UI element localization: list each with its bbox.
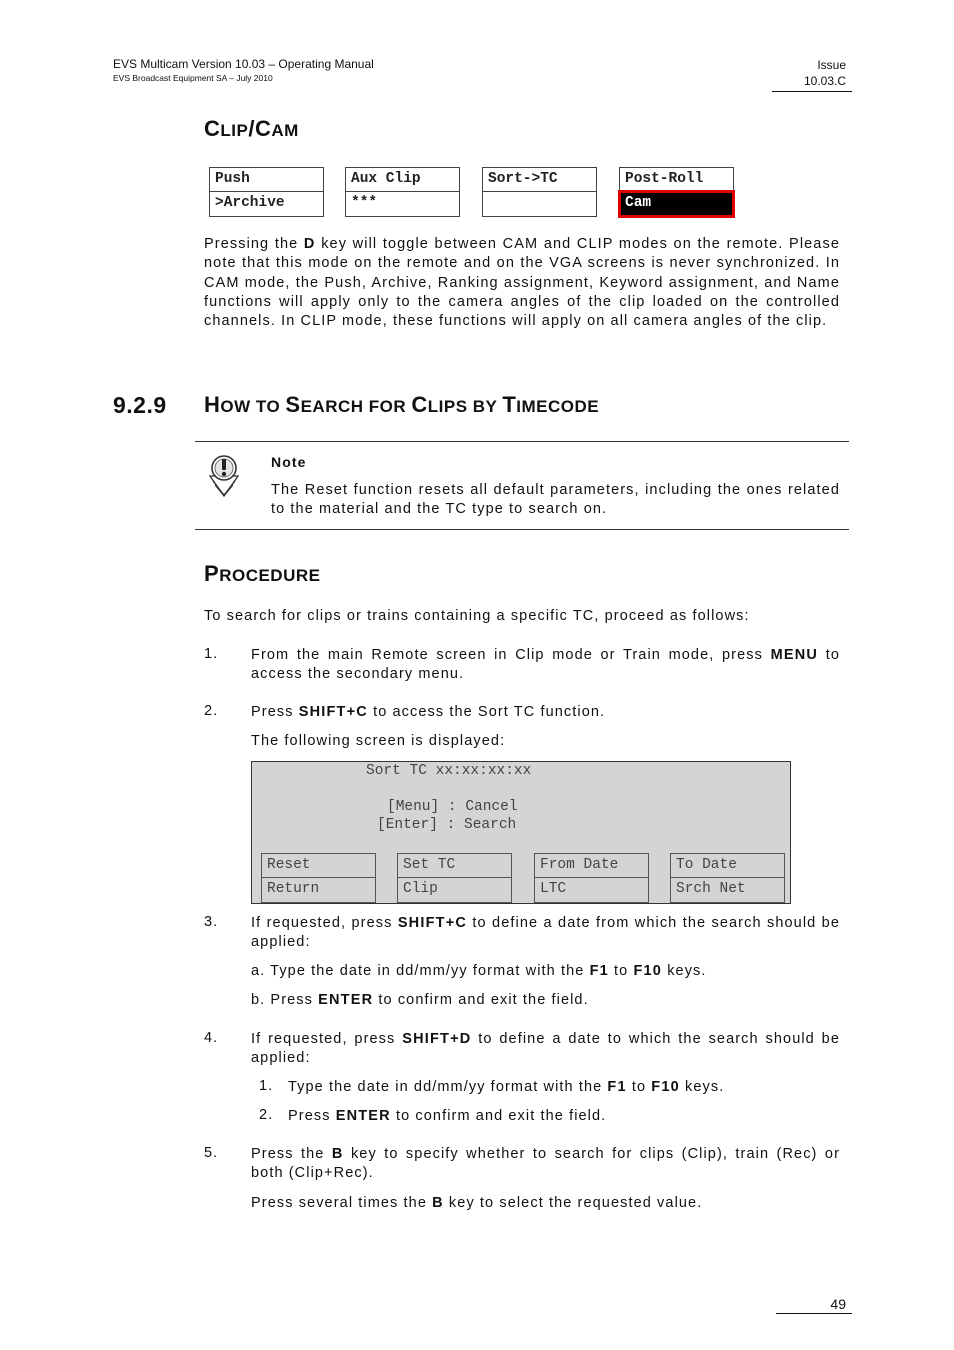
page-header-left — [113, 57, 374, 83]
softkey-cam-highlighted: Cam — [620, 192, 733, 216]
procedure-intro: To search for clips or trains containing a specific TC, proceed as follows: — [204, 608, 750, 624]
step-2-text: Press SHIFT+C to access the Sort TC function. — [251, 704, 606, 720]
softkey-sorttc — [482, 167, 597, 217]
step-4-sub-1-text: Type the date in dd/mm/yy format with the F1 to F10 keys. — [288, 1079, 725, 1095]
softkey-label: Post-Roll — [620, 168, 733, 192]
softkey-label: Srch Net — [676, 881, 746, 897]
softkey-label: Aux Clip — [346, 168, 459, 192]
step-1-text: From the main Remote screen in Clip mode or Train mode, press MENU to access the secondary menu. — [251, 647, 841, 683]
document-subtitle: EVS Broadcast Equipment SA – July 2010 — [113, 73, 273, 83]
softkey-label: Reset — [262, 854, 375, 878]
step-3-text: If requested, press SHIFT+C to define a date from which the search should be applied: — [251, 915, 840, 951]
softkey-label: Clip — [403, 881, 438, 897]
step-1-number: 1. — [204, 646, 219, 662]
warning-note-icon — [206, 452, 242, 500]
softkey-push-archive — [209, 167, 324, 217]
step-5-followup: Press several times the B key to select the requested value. — [251, 1195, 703, 1211]
softkey-label: Set TC — [398, 854, 511, 878]
screen-line-enter-search: [Enter] : Search — [377, 817, 517, 833]
step-4-text: If requested, press SHIFT+D to define a date to which the search should be applied: — [251, 1031, 840, 1067]
softkey-label: *** — [351, 195, 378, 211]
note-rule-top — [195, 441, 849, 442]
step-4-sub-2-number: 2. — [259, 1107, 274, 1123]
footer-rule — [776, 1313, 852, 1314]
note-label: Note — [271, 454, 307, 470]
procedure-heading: PROCEDURE — [204, 561, 321, 586]
softkey-label: To Date — [671, 854, 784, 878]
page-header-right — [804, 57, 846, 89]
document-title: EVS Multicam Version 10.03 – Operating Manual — [113, 57, 374, 71]
screen-softkey-fromdate-ltc — [534, 853, 649, 903]
issue-number: 10.03.C — [803, 74, 846, 88]
softkey-label: Sort->TC — [483, 168, 596, 192]
clipcam-heading: CLIP/CAM — [204, 116, 299, 141]
step-3-sub-a: a. Type the date in dd/mm/yy format with the F1 to F10 keys. — [251, 963, 707, 979]
step-4-sub-1-number: 1. — [259, 1078, 274, 1094]
section-title: HOW TO SEARCH FOR CLIPS BY TIMECODE — [204, 392, 600, 417]
softkey-label — [483, 192, 596, 216]
step-2-number: 2. — [204, 703, 219, 719]
screen-softkey-todate-srchnet — [670, 853, 785, 903]
step-4-number: 4. — [204, 1030, 219, 1046]
step-3-sub-b: b. Press ENTER to confirm and exit the field. — [251, 992, 589, 1008]
note-rule-bottom — [195, 529, 849, 530]
screen-softkey-reset-return — [261, 853, 376, 903]
step-4-sub-2-text: Press ENTER to confirm and exit the field. — [288, 1108, 607, 1124]
note-text: The Reset function resets all default parameters, including the ones related to the material and the TC type to search on. — [271, 482, 840, 518]
screen-line-sort-tc: Sort TC xx:xx:xx:xx — [366, 763, 532, 779]
clipcam-paragraph: Pressing the D key will toggle between CAM and CLIP modes on the remote. Please note that this mode on the remote and on the VGA screens is never synchronized. In CAM mode, the Push, Archive, Ranking assignment, Keyword assignment, and Name functions will apply only to the camera angles of the clip loaded on the controlled channels. In CLIP mode, these functions will apply on all camera angles of the clip. — [204, 236, 840, 330]
softkey-auxclip — [345, 167, 460, 217]
step-3-number: 3. — [204, 914, 219, 930]
issue-label: Issue — [817, 58, 846, 72]
softkey-label: Push — [210, 168, 323, 192]
softkey-label: Return — [267, 881, 320, 897]
page-number: 49 — [830, 1296, 846, 1312]
screen-softkey-settc-clip — [397, 853, 512, 903]
softkey-label: LTC — [540, 881, 567, 897]
step-5-text: Press the B key to specify whether to search for clips (Clip), train (Rec) or both (Clip+Rec). — [251, 1146, 840, 1182]
step-5-number: 5. — [204, 1145, 219, 1161]
sort-tc-screen — [251, 761, 791, 904]
softkey-postroll-cam — [619, 167, 734, 217]
screen-line-menu-cancel: [Menu] : Cancel — [387, 799, 518, 815]
step-2-followup: The following screen is displayed: — [251, 733, 506, 749]
section-number: 9.2.9 — [113, 392, 167, 418]
softkey-label: From Date — [535, 854, 648, 878]
header-rule — [772, 91, 852, 92]
softkey-label: >Archive — [215, 195, 285, 211]
